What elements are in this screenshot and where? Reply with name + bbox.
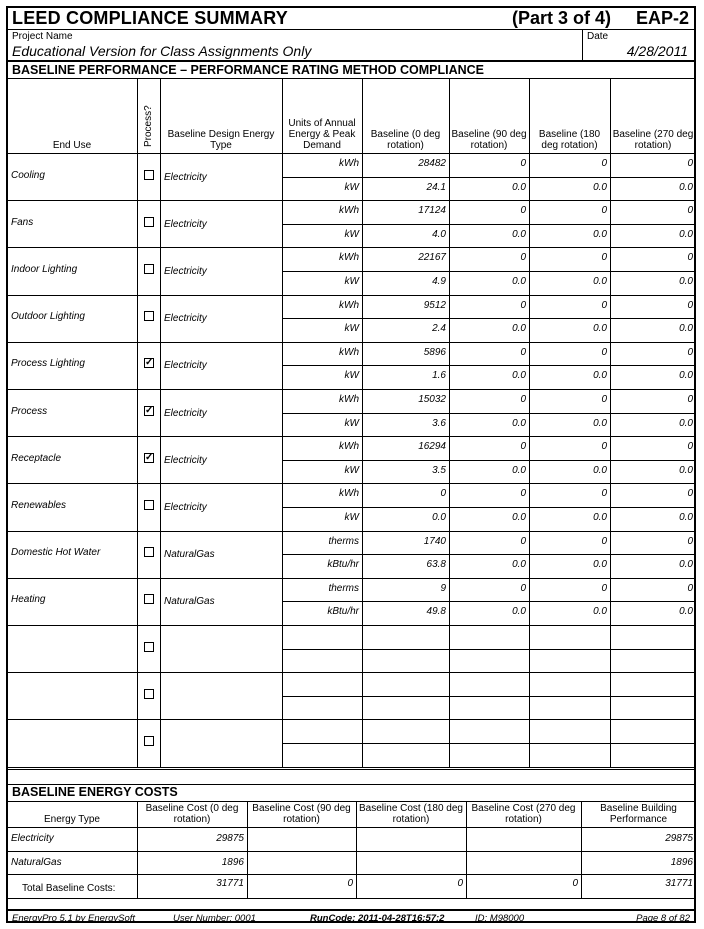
units-value: kW [344,464,359,476]
baseline-value: 0 [601,488,607,500]
grid-line-h [282,460,696,461]
col-baseline-180-header: Baseline (180 deg rotation) [538,129,601,151]
grid-line-v [137,79,138,767]
units-value: kW [344,417,359,429]
energy-type-value: Electricity [164,454,207,466]
grid-line-h [282,224,696,225]
baseline-value: 0 [687,488,693,500]
units-value: kW [344,370,359,382]
units-value: kW [344,323,359,335]
end-use-label: Process [11,405,48,417]
process-checkbox[interactable] [144,311,154,321]
footer-runcode: RunCode: 2011-04-28T16:57:2 [310,913,445,924]
baseline-value: 1740 [423,535,446,547]
baseline-value: 0 [520,346,526,358]
baseline-value: 0.0 [512,512,526,523]
baseline-value: 0.0 [512,181,526,193]
baseline-value: 0 [601,394,607,405]
process-checkbox[interactable] [144,642,154,652]
col-baseline-90-header: Baseline (90 deg rotation) [451,129,527,151]
energy-type-value: Electricity [164,171,207,183]
units-value: kW [344,276,359,287]
baseline-value: 0 [601,441,607,453]
baseline-value: 0 [687,346,693,358]
baseline-value: 24.1 [426,181,446,193]
baseline-value: 0 [687,535,693,547]
baseline-value: 0 [687,158,693,169]
units-value: kWh [339,346,359,358]
grid-line-h [282,601,696,602]
baseline-value: 0.0 [512,417,526,429]
col-energy-type-header: Baseline Design Energy Type [167,129,275,151]
baseline-value: 0 [687,299,693,311]
baseline-value: 0.0 [593,417,607,429]
baseline-value: 4.9 [432,276,446,287]
baseline-value: 0 [601,158,607,169]
baseline-value: 0 [520,488,526,500]
end-use-label: Fans [11,216,34,228]
units-value: therms [328,535,359,547]
energy-type-value: Electricity [164,407,207,419]
cost-energy-type-header: Energy Type [44,814,100,825]
end-use-label: Indoor Lighting [11,264,78,275]
baseline-value: 63.8 [426,559,446,571]
baseline-value: 0.0 [593,370,607,382]
energy-type-value: Electricity [164,266,207,277]
cost-value: 31771 [216,878,244,889]
cost-building-performance-header: Baseline Building Performance [600,803,677,825]
grid-line-h [7,719,696,720]
units-value: kWh [339,252,359,264]
grid-line-h [7,295,696,296]
units-value: kWh [339,158,359,169]
units-value: kWh [339,299,359,311]
performance-section-title: BASELINE PERFORMANCE – PERFORMANCE RATING METHOD COMPLIANCE [12,63,485,77]
baseline-value: 0.0 [593,228,607,240]
baseline-value: 0.0 [512,370,526,382]
units-value: kWh [339,205,359,217]
baseline-value: 0.0 [679,181,693,193]
project-name-value: Educational Version for Class Assignments Only [12,43,312,59]
footer-page: Page 8 of 82 [636,913,690,924]
baseline-value: 0.0 [593,606,607,618]
baseline-value: 0.0 [593,464,607,476]
baseline-value: 0.0 [679,370,693,382]
cost-value: 0 [457,878,463,889]
grid-line-h [7,531,696,532]
col-process-header: Process? [143,105,154,147]
baseline-value: 0 [520,158,526,169]
grid-line-h [7,874,696,875]
form-code: EAP-2 [636,8,690,28]
cost-value: 31771 [665,878,693,889]
baseline-value: 3.6 [432,417,446,429]
grid-line-h [7,898,696,899]
process-checkbox[interactable] [144,547,154,557]
baseline-value: 0.0 [679,606,693,618]
baseline-value: 0.0 [679,559,693,571]
process-checkbox[interactable]: ✓ [145,357,154,369]
baseline-value: 9512 [423,299,446,311]
grid-line-h [282,696,696,697]
project-name-label: Project Name [12,31,73,42]
grid-line-h [282,177,696,178]
grid-line-h [282,649,696,650]
grid-line-h [7,153,696,154]
grid-line-h [282,365,696,366]
baseline-value: 15032 [418,394,446,405]
grid-line-h [282,507,696,508]
process-checkbox[interactable] [144,500,154,510]
grid-line-h [7,247,696,248]
baseline-value: 0.0 [679,417,693,429]
baseline-value: 0 [601,346,607,358]
energy-type-value: NaturalGas [164,549,215,561]
process-checkbox[interactable] [144,594,154,604]
col-units-header: Units of Annual Energy & Peak Demand [288,118,356,151]
end-use-label: Outdoor Lighting [11,311,85,323]
baseline-value: 0.0 [512,276,526,287]
grid-line-h [7,389,696,390]
baseline-value: 0 [601,299,607,311]
baseline-value: 0.0 [512,464,526,476]
baseline-value: 1.6 [432,370,446,382]
process-checkbox[interactable]: ✓ [145,451,154,463]
grid-line-h [7,200,696,201]
grid-line-h [7,851,696,852]
grid-line-h [7,801,696,802]
date-value: 4/28/2011 [626,43,688,59]
baseline-value: 0.0 [512,228,526,240]
col-baseline-0-header: Baseline (0 deg rotation) [370,129,441,151]
baseline-value: 28482 [418,158,446,169]
grid-line-h [7,436,696,437]
baseline-value: 0.0 [593,559,607,571]
baseline-value: 0 [520,252,526,264]
end-use-label: Domestic Hot Water [11,547,101,559]
baseline-value: 4.0 [432,228,446,240]
baseline-value: 0 [687,252,693,264]
cost-baseline-270-header: Baseline Cost (270 deg rotation) [471,803,576,825]
grid-line-h [7,767,696,768]
baseline-value: 0 [520,205,526,217]
units-value: kBtu/hr [327,559,359,571]
baseline-value: 0 [687,441,693,453]
energy-type-value: NaturalGas [164,596,215,608]
cost-energy-type: Electricity [11,833,54,844]
col-end-use-header: End Use [52,140,92,151]
cost-value: 29875 [216,833,244,844]
baseline-value: 0.0 [593,323,607,335]
end-use-label: Renewables [11,500,67,511]
units-value: kBtu/hr [327,606,359,618]
baseline-value: 0.0 [593,181,607,193]
end-use-label: Process Lighting [11,358,85,370]
baseline-value: 0 [520,299,526,311]
units-value: kW [344,228,359,240]
units-value: kWh [339,441,359,453]
baseline-value: 0.0 [512,323,526,335]
baseline-value: 2.4 [432,323,446,335]
energy-type-value: Electricity [164,360,207,372]
baseline-value: 0.0 [679,512,693,523]
units-value: therms [328,582,359,594]
footer-software: EnergyPro 5.1 by EnergySoft [12,913,136,924]
units-value: kWh [339,488,359,500]
baseline-value: 17124 [418,205,446,217]
baseline-value: 9 [440,582,446,594]
grid-line-h [282,413,696,414]
grid-line-h [7,342,696,343]
process-checkbox[interactable] [144,689,154,699]
process-checkbox[interactable] [144,264,154,274]
footer-user: User Number: 0001 [173,913,256,924]
grid-line-h [7,769,696,770]
units-value: kW [344,181,359,193]
grid-line-h [282,271,696,272]
baseline-value: 0.0 [593,512,607,523]
cost-baseline-180-header: Baseline Cost (180 deg rotation) [359,803,463,825]
end-use-label: Cooling [11,169,45,181]
cost-baseline-90-header: Baseline Cost (90 deg rotation) [252,803,351,825]
date-label: Date [587,31,609,42]
grid-line-h [282,554,696,555]
baseline-value: 0 [520,582,526,594]
process-checkbox[interactable] [144,170,154,180]
baseline-value: 0 [601,535,607,547]
cost-energy-type: NaturalGas [11,856,62,868]
baseline-value: 0.0 [432,512,446,523]
process-checkbox[interactable]: ✓ [145,404,154,416]
grid-line-h [7,827,696,828]
footer-id: ID: M98000 [475,913,525,924]
baseline-value: 0 [601,582,607,594]
baseline-value: 0.0 [679,464,693,476]
units-value: kWh [339,394,359,405]
form-title: LEED COMPLIANCE SUMMARY [12,8,288,28]
end-use-label: Heating [11,594,46,606]
baseline-value: 3.5 [432,464,446,476]
cost-value: 0 [347,878,353,889]
baseline-value: 0.0 [679,228,693,240]
baseline-value: 0 [687,394,693,405]
baseline-value: 0.0 [512,559,526,571]
cost-section-title: BASELINE ENERGY COSTS [12,785,178,799]
cost-value: 0 [572,878,578,889]
grid-line-h [282,318,696,319]
cost-baseline-0-header: Baseline Cost (0 deg rotation) [145,803,239,825]
grid-line-h [7,483,696,484]
baseline-value: 0.0 [679,276,693,287]
grid-line-h [7,672,696,673]
baseline-value: 0 [687,582,693,594]
cost-value: 1896 [221,856,244,868]
baseline-value: 0.0 [593,276,607,287]
baseline-value: 0 [601,252,607,264]
grid-line-h [282,743,696,744]
end-use-label: Receptacle [11,452,62,464]
process-checkbox[interactable] [144,217,154,227]
baseline-value: 22167 [418,252,446,264]
baseline-value: 0.0 [512,606,526,618]
baseline-value: 49.8 [426,606,446,618]
baseline-value: 0 [601,205,607,217]
grid-line-v [160,79,161,767]
baseline-value: 5896 [423,346,446,358]
baseline-value: 0 [520,441,526,453]
baseline-value: 0 [520,535,526,547]
baseline-value: 0.0 [679,323,693,335]
col-baseline-270-header: Baseline (270 deg rotation) [612,129,694,151]
grid-line-h [7,625,696,626]
baseline-value: 16294 [418,441,446,453]
grid-line-h [7,578,696,579]
total-costs-label: Total Baseline Costs: [22,883,116,894]
baseline-value: 0 [440,488,446,500]
process-checkbox[interactable] [144,736,154,746]
cost-value: 1896 [670,856,693,868]
energy-type-value: Electricity [164,218,207,230]
cost-value: 29875 [665,833,693,844]
baseline-value: 0 [687,205,693,217]
units-value: kW [344,512,359,523]
energy-type-value: Electricity [164,502,207,513]
energy-type-value: Electricity [164,313,207,325]
form-part: (Part 3 of 4) [512,8,612,28]
baseline-value: 0 [520,394,526,405]
